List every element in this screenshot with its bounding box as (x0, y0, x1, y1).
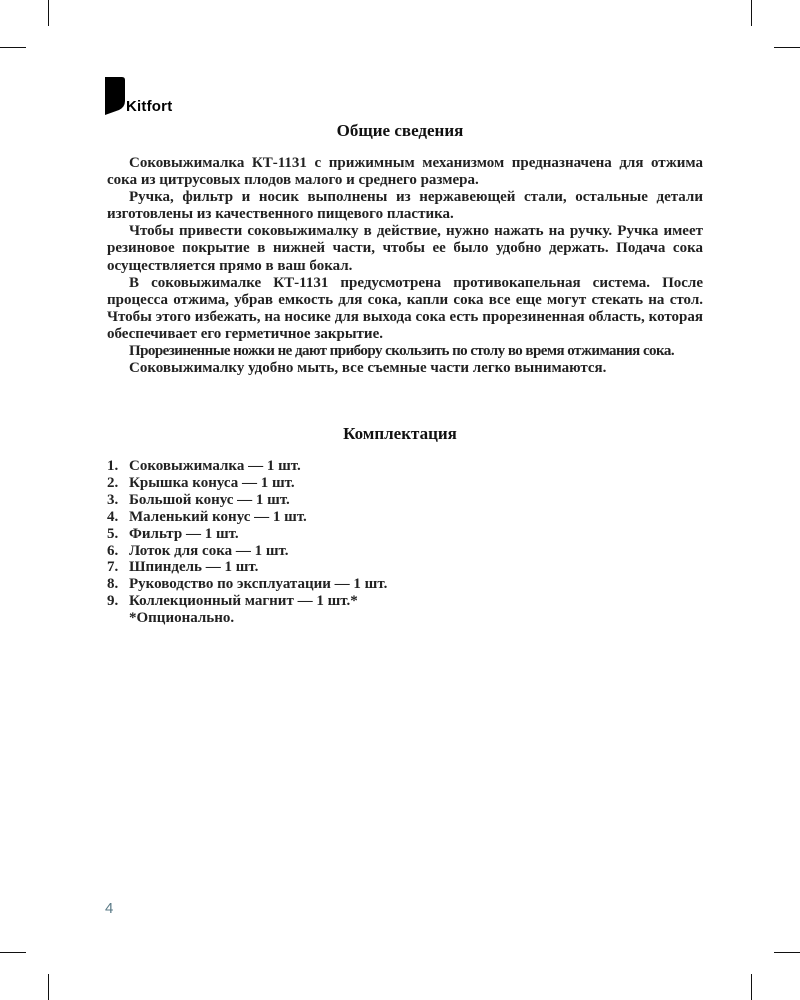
page-number: 4 (105, 900, 114, 917)
list-item (107, 458, 507, 475)
list-number: 7. (107, 559, 119, 576)
crop-mark (48, 974, 49, 1000)
list-item-text: Коллекционный магнит — 1 шт.* (129, 593, 358, 610)
paragraph: Прорезиненные ножки не дают прибору скользить по столу во время отжимания сока. (129, 343, 675, 360)
logo-icon (105, 77, 125, 115)
crop-mark (0, 47, 26, 48)
list-item (107, 576, 507, 593)
list-item-text: Соковыжималка — 1 шт. (129, 458, 301, 474)
list-item-text: Руководство по эксплуатации — 1 шт. (129, 576, 388, 593)
list-item (107, 593, 507, 610)
crop-mark (751, 0, 752, 26)
list-number: 4. (107, 508, 119, 525)
paragraph: В соковыжималке КТ-1131 предусмотрена противокапельная система. После процесса отжима, убрав емкость для сока, капли сока все еще могут стекать на стол. Чтобы этого избежать, на носике для выхода сока есть прорезиненная область, которая обеспечивает его герметичное закрытие. (107, 274, 703, 342)
list-item-text: Маленький конус — 1 шт. (129, 508, 307, 525)
section-title-general: Общие сведения (336, 121, 464, 140)
paragraph: Соковыжималку удобно мыть, все съемные части легко вынимаются. (129, 360, 607, 377)
list-item (107, 509, 507, 526)
list-number: 2. (107, 474, 119, 491)
list-item-text: Крышка конуса — 1 шт. (129, 474, 295, 491)
list-item-text: Большой конус — 1 шт. (129, 491, 290, 508)
list-item-text: Фильтр — 1 шт. (129, 525, 239, 542)
list-number: 9. (107, 593, 119, 610)
package-contents-list (107, 458, 507, 627)
logo-text: Kitfort (126, 98, 173, 115)
list-number: 8. (107, 576, 119, 593)
list-item (107, 492, 507, 509)
crop-mark (48, 0, 49, 26)
footnote: *Опционально. (129, 610, 235, 627)
list-number: 3. (107, 491, 119, 508)
list-number: 1. (107, 458, 119, 474)
list-item (107, 559, 507, 576)
brand-logo (105, 77, 172, 115)
list-item-text: Лоток для сока — 1 шт. (129, 542, 289, 559)
crop-mark (0, 952, 26, 953)
list-item-text: Шпиндель — 1 шт. (129, 559, 259, 576)
paragraph: Соковыжималка КТ-1131 с прижимным механизмом предназначена для отжима сока из цитрусовых плодов малого и среднего размера. (107, 155, 703, 189)
list-item (107, 543, 507, 560)
list-item (107, 526, 507, 543)
list-number: 6. (107, 542, 119, 559)
general-info-text (107, 155, 703, 377)
list-number: 5. (107, 525, 119, 542)
paragraph: Чтобы привести соковыжималку в действие, нужно нажать на ручку. Ручка имеет резиновое покрытие в нижней части, чтобы ее было удобно держать. Подача сока осуществляется прямо в ваш бокал. (107, 223, 703, 274)
section-title-contents: Комплектация (343, 424, 457, 443)
paragraph: Ручка, фильтр и носик выполнены из нержавеющей стали, остальные детали изготовлены из качественного пищевого пластика. (107, 189, 703, 223)
crop-mark (774, 952, 800, 953)
crop-mark (751, 974, 752, 1000)
list-item (107, 475, 507, 492)
crop-mark (774, 47, 800, 48)
